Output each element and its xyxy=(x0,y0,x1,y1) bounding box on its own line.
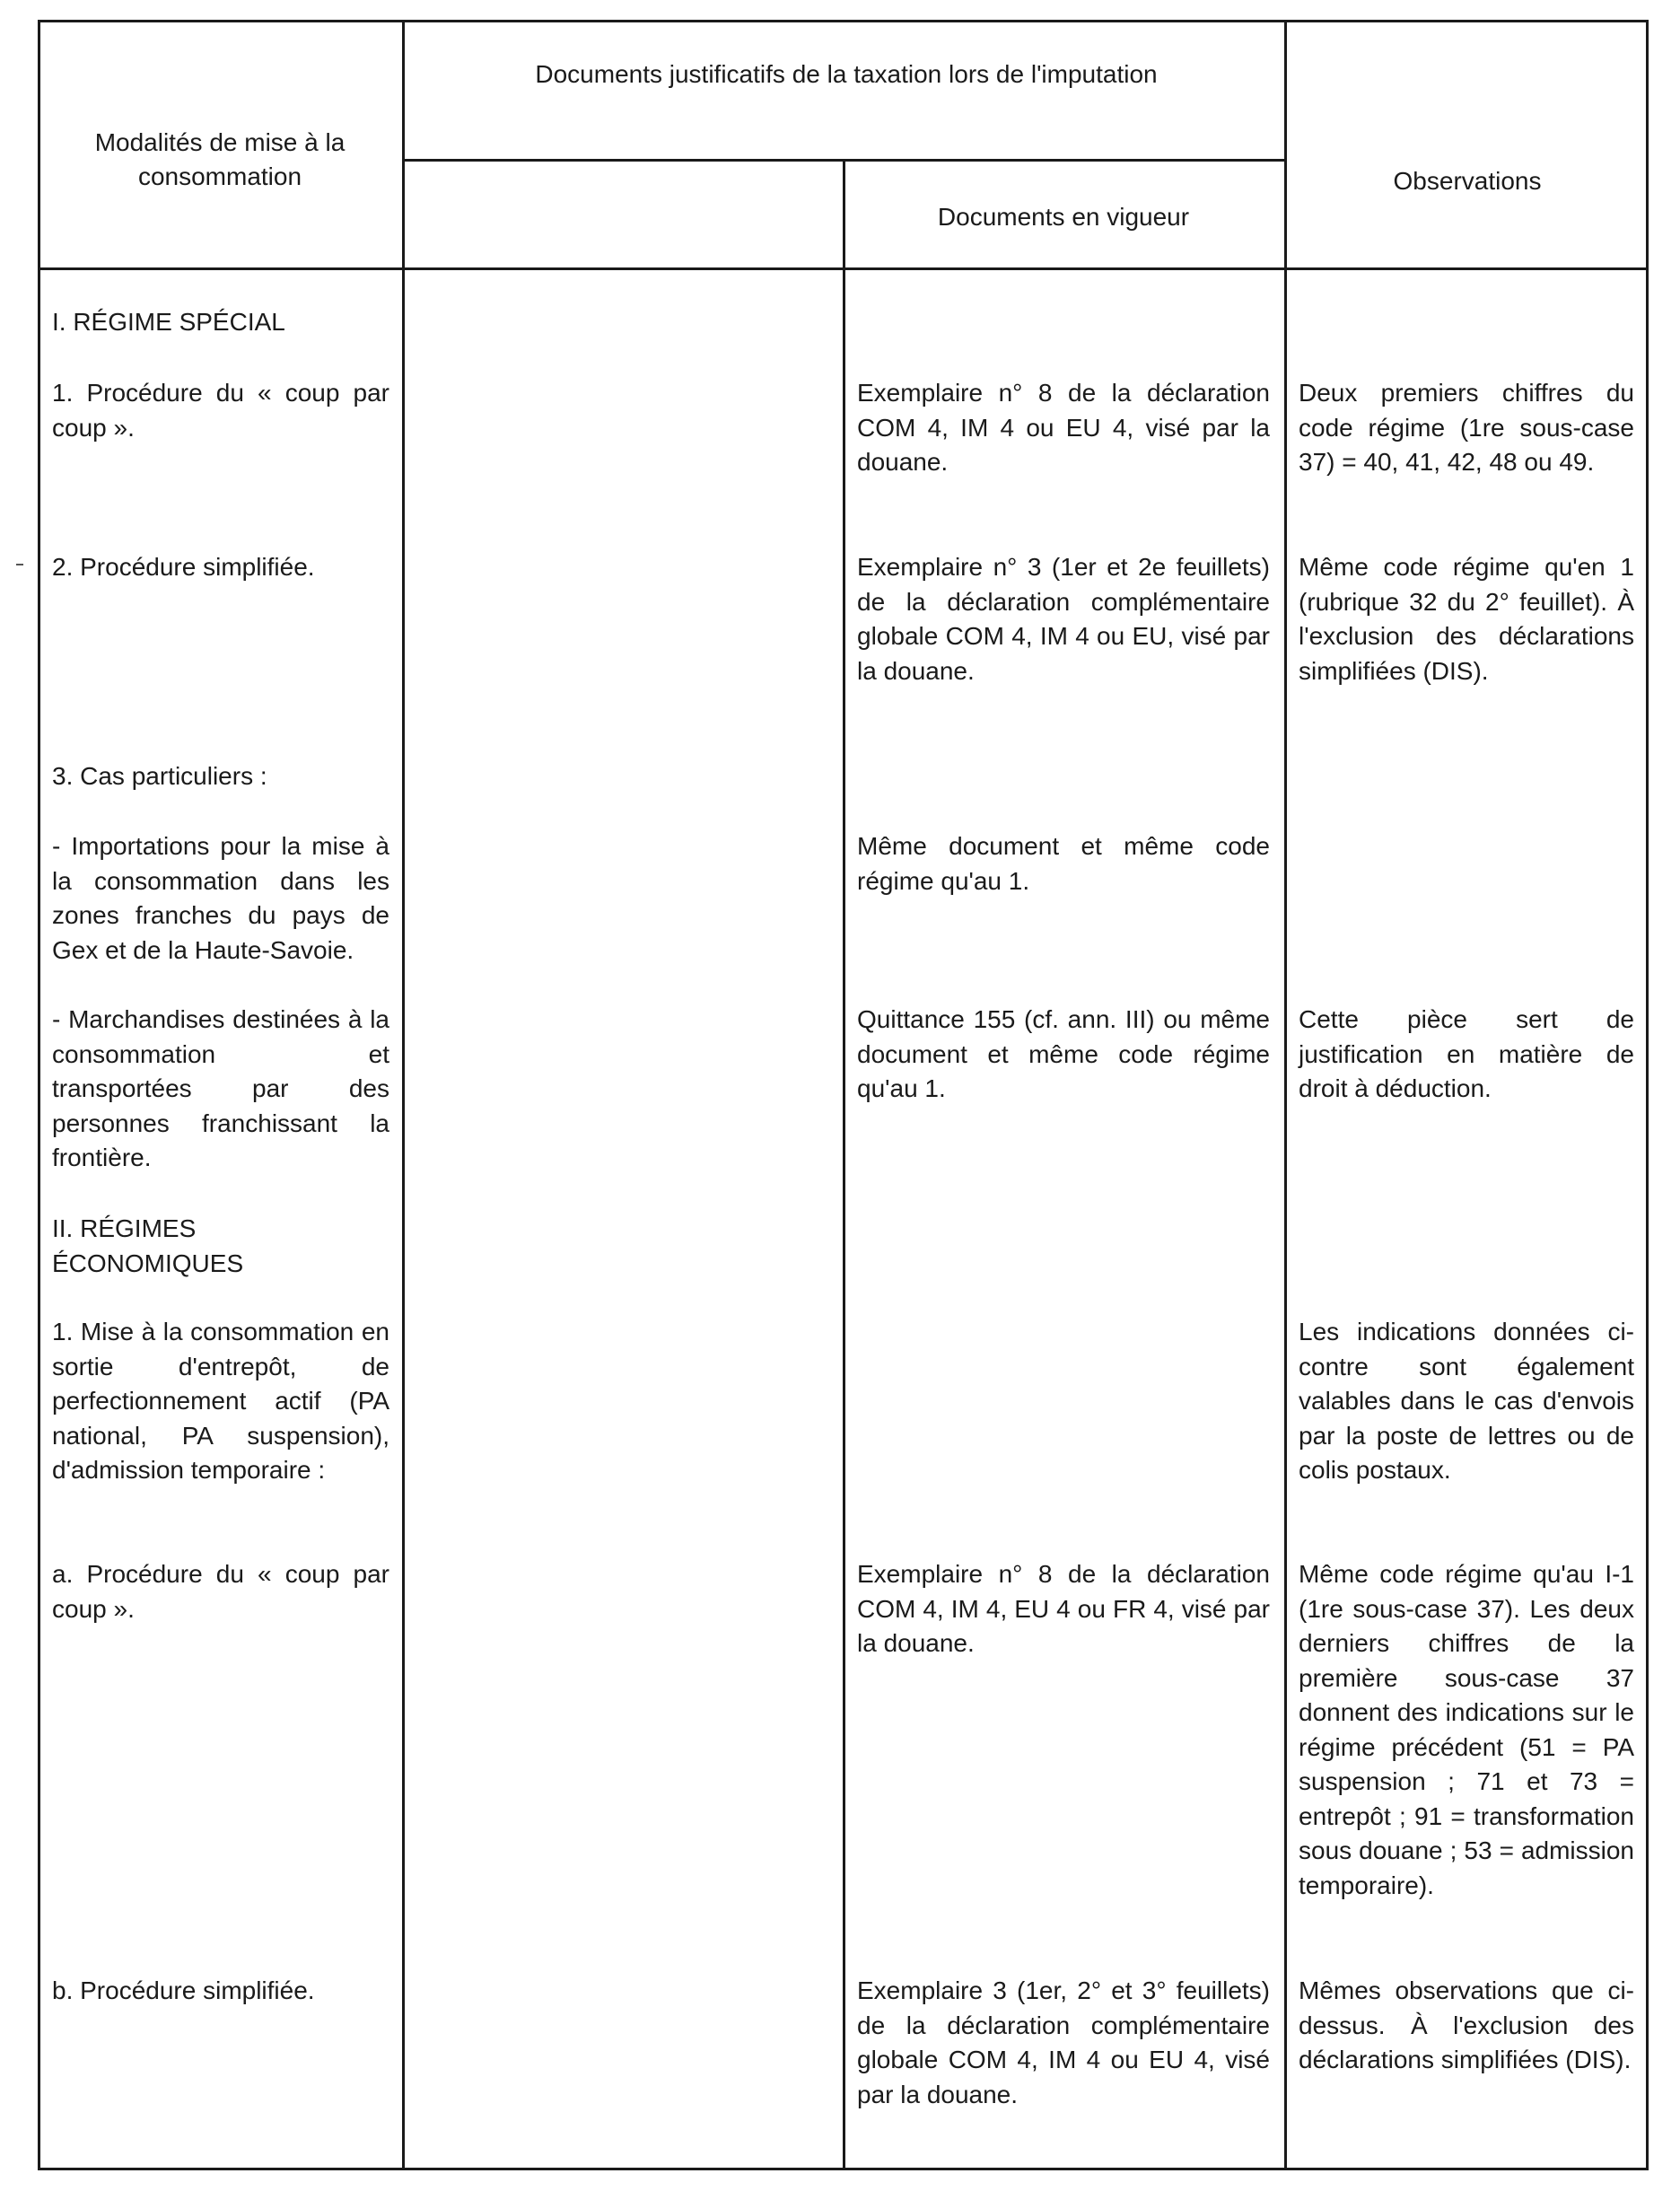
row-mise-consommation-entrepot-label: 1. Mise à la consommation en sortie d'entrepôt, de perfectionnement actif (PA national, PA suspension), d'admission temporaire : xyxy=(52,1318,389,1484)
row-b-procedure-simplifiee-label: b. Procédure simplifiée. xyxy=(52,1976,315,2004)
row-mise-consommation-entrepot-observation: Les indications données ci-contre sont également valables dans le cas d'envois par la poste de lettres ou de colis postaux. xyxy=(1299,1318,1634,1484)
section-regimes-economiques: II. RÉGIMES ÉCONOMIQUES xyxy=(52,1214,244,1277)
row-marchandises-frontiere-document: Quittance 155 (cf. ann. III) ou même document et même code régime qu'au 1. xyxy=(857,1005,1270,1102)
row-b-procedure-simplifiee-document: Exemplaire 3 (1er, 2° et 3° feuillets) de la déclaration complémentaire globale COM 4, IM 4 ou EU 4, visé par la douane. xyxy=(857,1976,1270,2108)
row-a-coup-par-coup-observation: Même code régime qu'au I-1 (1re sous-case 37). Les deux derniers chiffres de la première sous-case 37 donnent des indications sur le régime précédent (51 = PA suspension ; 71 et 73 = entrepôt ; 91 = transformation sous douane ; 53 = admission temporaire). xyxy=(1299,1560,1634,1899)
column-rule-2 xyxy=(843,160,845,2170)
row-marchandises-frontiere-label: - Marchandises destinées à la consommation et transportées par des personnes franchissant la frontière. xyxy=(52,1005,389,1171)
row-coup-par-coup-document: Exemplaire n° 8 de la déclaration COM 4, IM 4 ou EU 4, visé par la douane. xyxy=(857,379,1270,476)
header-bottom-rule xyxy=(38,267,1649,270)
row-marchandises-frontiere-observation: Cette pièce sert de justification en matière de droit à déduction. xyxy=(1299,1005,1634,1102)
row-cas-particuliers-label: 3. Cas particuliers : xyxy=(52,762,267,790)
header-observations: Observations xyxy=(1393,167,1542,195)
header-documents-en-vigueur: Documents en vigueur xyxy=(937,203,1190,231)
row-a-coup-par-coup-document: Exemplaire n° 8 de la déclaration COM 4, IM 4, EU 4 ou FR 4, visé par la douane. xyxy=(857,1560,1270,1657)
row-importations-zones-franches-label: - Importations pour la mise à la consommation dans les zones franches du pays de Gex et de la Haute-Savoie. xyxy=(52,832,389,964)
margin-mark xyxy=(16,564,23,565)
row-procedure-simplifiee-label: 2. Procédure simplifiée. xyxy=(52,553,315,581)
section-regime-special: I. RÉGIME SPÉCIAL xyxy=(52,308,285,336)
row-procedure-simplifiee-observation: Même code régime qu'en 1 (rubrique 32 du 2° feuillet). À l'exclusion des déclarations simplifiées (DIS). xyxy=(1299,553,1634,685)
column-rule-3 xyxy=(1284,20,1287,2170)
row-b-procedure-simplifiee-observation: Mêmes observations que ci-dessus. À l'exclusion des déclarations simplifiées (DIS). xyxy=(1299,1976,1634,2073)
row-coup-par-coup-label: 1. Procédure du « coup par coup ». xyxy=(52,379,389,442)
row-procedure-simplifiee-document: Exemplaire n° 3 (1er et 2e feuillets) de la déclaration complémentaire globale COM 4, IM 4 ou EU, visé par la douane. xyxy=(857,553,1270,685)
row-importations-zones-franches-document: Même document et même code régime qu'au 1. xyxy=(857,832,1270,895)
header-modalites: Modalités de mise à la consommation xyxy=(94,128,346,190)
row-a-coup-par-coup-label: a. Procédure du « coup par coup ». xyxy=(52,1560,389,1623)
row-coup-par-coup-observation: Deux premiers chiffres du code régime (1re sous-case 37) = 40, 41, 42, 48 ou 49. xyxy=(1299,379,1634,476)
header-documents-justificatifs: Documents justificatifs de la taxation lors de l'imputation xyxy=(535,60,1158,88)
group-header-rule xyxy=(402,159,1287,162)
column-rule-1 xyxy=(402,20,405,2170)
